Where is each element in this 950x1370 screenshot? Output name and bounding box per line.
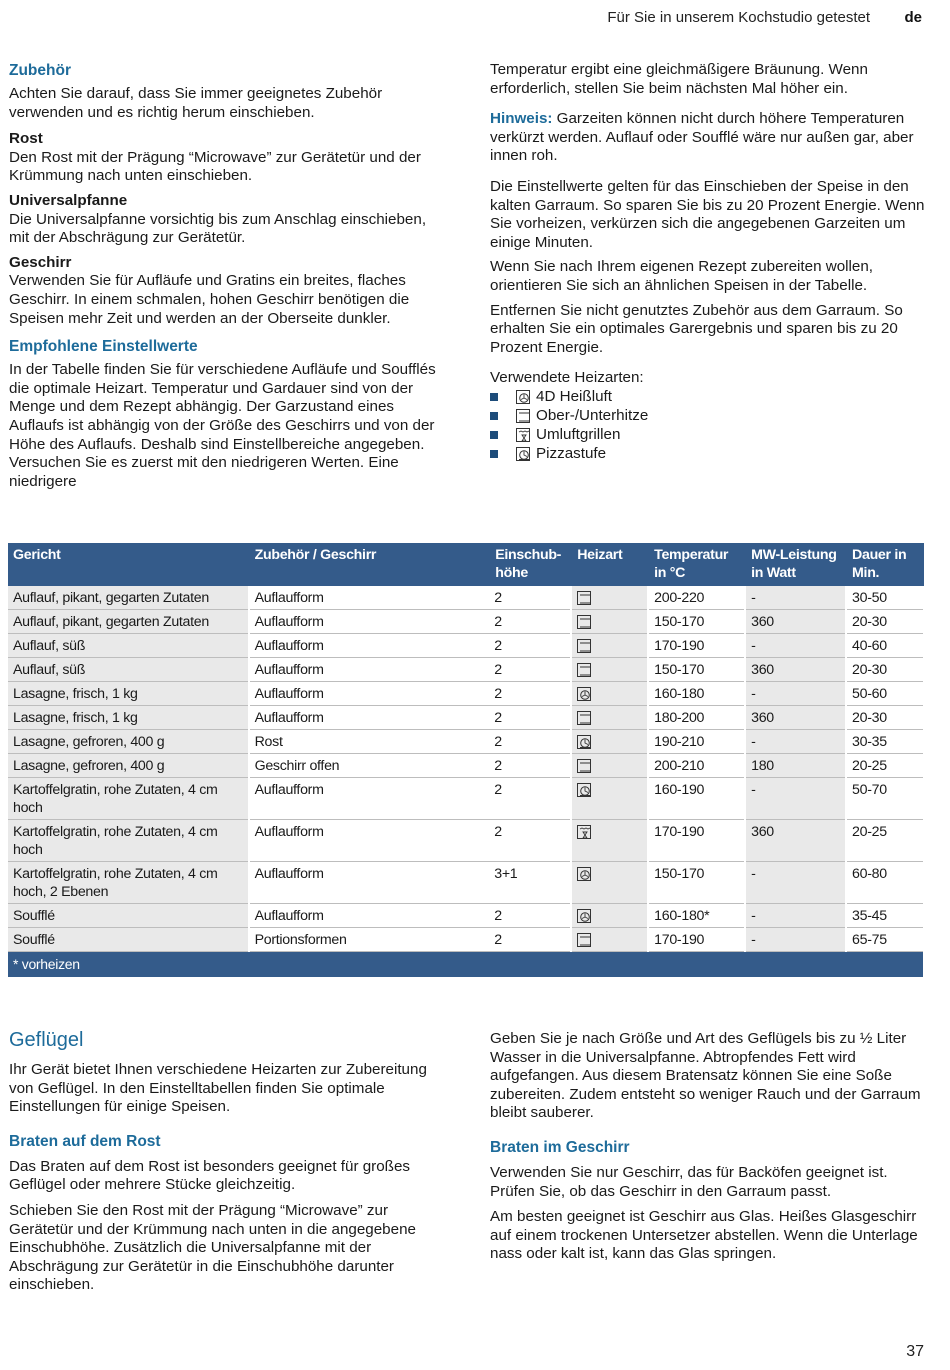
cell-temperatur: 150-170 [648,862,745,904]
cell-zubehoer: Auflaufform [249,904,490,928]
hotair-4d-icon [577,867,591,881]
cell-dauer: 60-80 [846,862,923,904]
cell-einschubhoehe: 2 [489,928,571,952]
pizza-setting-icon [516,447,530,461]
cell-temperatur: 170-190 [648,634,745,658]
cell-mw-leistung: - [745,682,846,706]
cell-heizart [571,904,648,928]
bullet-icon [490,412,498,420]
cell-dauer: 30-35 [846,730,923,754]
cell-gericht: Kartoffelgratin, rohe Zutaten, 4 cm hoch [8,778,249,820]
braten-geschirr-p2: Am besten geeignet ist Geschirr aus Glas. Heißes Glasgeschirr auf einem trockenen Untersetzer abstellen. Wenn die Unterlage nass oder kalt ist, kann das Glas springen. [490,1208,918,1263]
cell-dauer: 40-60 [846,634,923,658]
list-item [490,388,930,407]
col-header-einschubhoehe: Einschub- höhe [489,543,571,586]
cell-mw-leistung: 360 [745,658,846,682]
cell-zubehoer: Auflaufform [249,706,490,730]
table-row [8,820,923,862]
cell-gericht: Auflauf, pikant, gegarten Zutaten [8,586,249,610]
cell-mw-leistung: 360 [745,706,846,730]
zubehoer-text: Achten Sie darauf, dass Sie immer geeignetes Zubehör verwenden und es richtig herum einschieben. [9,85,383,121]
cell-gericht: Lasagne, frisch, 1 kg [8,682,249,706]
right-column-bottom [490,1030,930,1264]
cell-temperatur: 160-190 [648,778,745,820]
cell-einschubhoehe: 3+1 [489,862,571,904]
cell-gericht: Soufflé [8,904,249,928]
cell-heizart [571,610,648,634]
hotair-4d-icon [516,390,530,404]
heizarten-list [490,388,930,464]
cell-temperatur: 200-220 [648,586,745,610]
cell-mw-leistung: 360 [745,820,846,862]
cell-einschubhoehe: 2 [489,778,571,820]
col-header-dauer: Dauer in Min. [846,543,923,586]
cell-einschubhoehe: 2 [489,682,571,706]
heizart-label: Umluftgrillen [536,426,621,444]
eigenes-rezept-paragraph: Wenn Sie nach Ihrem eigenen Rezept zubereiten wollen, orientieren Sie sich an ähnlichen Speisen in der Tabelle. [490,258,874,294]
pizza-setting-icon [577,783,591,797]
cell-heizart [571,658,648,682]
col-header-gericht: Gericht [8,543,249,586]
cell-zubehoer: Auflaufform [249,634,490,658]
cell-mw-leistung: - [745,904,846,928]
cell-einschubhoehe: 2 [489,610,571,634]
cell-zubehoer: Auflaufform [249,658,490,682]
list-item [490,407,930,426]
page-number: 37 [906,1343,924,1361]
cell-temperatur: 170-190 [648,928,745,952]
cell-heizart [571,706,648,730]
cell-mw-leistung: - [745,862,846,904]
cell-temperatur: 160-180* [648,904,745,928]
zubehoer-heading: Zubehör [9,62,71,79]
cell-heizart [571,730,648,754]
top-bottom-heat-icon [516,409,530,423]
bullet-icon [490,393,498,401]
table-row [8,778,923,820]
cell-zubehoer: Auflaufform [249,778,490,820]
col-header-zubehoer: Zubehör / Geschirr [249,543,490,586]
circulating-grill-icon [577,825,591,839]
cell-dauer: 20-25 [846,820,923,862]
wasser-paragraph: Geben Sie je nach Größe und Art des Geflügels bis zu ½ Liter Wasser in die Universalpfanne. Abtropfendes Fett wird aufgefangen. Aus diesem Bratensatz können Sie eine Soße zubereiten. Zudem entsteht so weniger Rauch und der Garraum bleibt sauberer. [490,1030,921,1122]
braten-rost-p2: Schieben Sie den Rost mit der Prägung “Microwave” zur Gerätetür und der Krümmung nach unten in die angegebene Einschubhöhe. Zusätzlich die Universalpfanne mit der Abschrägung zur Gerätetür in die Einschubhöhe darunter einschieben. [9,1201,416,1294]
empfohlene-einstellwerte-text: In der Tabelle finden Sie für verschiedene Aufläufe und Soufflés die optimale Heizart. Temperatur und Gardauer sind von der Menge und dem Rezept abhängig. Der Garzustand eines Auflaufs ist abhängig von der Größe des Geschirrs und von der Höhe des Auflaufs. Deshalb sind Einstellbereiche angegeben. Versuchen Sie es zuerst mit den niedrigeren Werten. Eine niedrigere [9,361,436,490]
cell-temperatur: 150-170 [648,658,745,682]
cell-temperatur: 150-170 [648,610,745,634]
table-row [8,610,923,634]
table-row [8,586,923,610]
page-header [0,9,950,29]
hinweis-note [490,110,930,166]
table-row [8,706,923,730]
cell-einschubhoehe: 2 [489,586,571,610]
cell-gericht: Lasagne, gefroren, 400 g [8,754,249,778]
cell-dauer: 50-70 [846,778,923,820]
top-bottom-heat-icon [577,663,591,677]
table-header-row [8,543,923,586]
cell-temperatur: 180-200 [648,706,745,730]
cell-dauer: 20-30 [846,658,923,682]
cell-dauer: 50-60 [846,682,923,706]
top-bottom-heat-icon [577,759,591,773]
cell-heizart [571,634,648,658]
bullet-icon [490,450,498,458]
universalpfanne-text: Die Universalpfanne vorsichtig bis zum Anschlag einschieben, mit der Abschrägung zur Gerätetür. [9,210,427,247]
table-body [8,586,923,952]
cell-mw-leistung: - [745,634,846,658]
hinweis-label: Hinweis: [490,110,553,128]
table-row [8,634,923,658]
top-bottom-heat-icon [577,591,591,605]
braten-rost-heading: Braten auf dem Rost [9,1132,161,1150]
col-header-temperatur: Temperatur in °C [648,543,745,586]
cell-gericht: Auflauf, pikant, gegarten Zutaten [8,610,249,634]
cell-heizart [571,820,648,862]
left-column-bottom [9,1028,449,1295]
cell-temperatur: 190-210 [648,730,745,754]
language-code: de [904,9,922,26]
cell-dauer: 35-45 [846,904,923,928]
braten-rost-p1: Das Braten auf dem Rost ist besonders geeignet für großes Geflügel oder mehrere Stücke gleichzeitig. [9,1157,410,1194]
cell-zubehoer: Auflaufform [249,586,490,610]
cell-einschubhoehe: 2 [489,658,571,682]
cell-temperatur: 200-210 [648,754,745,778]
cell-mw-leistung: - [745,778,846,820]
cell-temperatur: 160-180 [648,682,745,706]
heizart-label: Pizzastufe [536,445,607,463]
cell-gericht: Lasagne, frisch, 1 kg [8,706,249,730]
rost-text: Den Rost mit der Prägung “Microwave” zur Gerätetür und der Krümmung nach unten einschieben. [9,148,421,185]
table-row [8,904,923,928]
heizart-label: Ober-/Unterhitze [536,407,649,425]
cell-dauer: 20-30 [846,610,923,634]
table-row [8,682,923,706]
cell-gericht: Soufflé [8,928,249,952]
table-row [8,928,923,952]
temperature-paragraph: Temperatur ergibt eine gleichmäßigere Bräunung. Wenn erforderlich, stellen Sie beim nächsten Mal höher ein. [490,61,868,97]
table-row [8,730,923,754]
table-footnote: * vorheizen [8,952,923,977]
table-row [8,862,923,904]
cell-mw-leistung: - [745,586,846,610]
cell-gericht: Kartoffelgratin, rohe Zutaten, 4 cm hoch [8,820,249,862]
cell-gericht: Kartoffelgratin, rohe Zutaten, 4 cm hoch, 2 Ebenen [8,862,249,904]
hotair-4d-icon [577,687,591,701]
cell-einschubhoehe: 2 [489,820,571,862]
cell-heizart [571,778,648,820]
cell-einschubhoehe: 2 [489,754,571,778]
table-row [8,754,923,778]
list-item [490,426,930,445]
cell-heizart [571,928,648,952]
list-item [490,445,930,464]
cell-gericht: Lasagne, gefroren, 400 g [8,730,249,754]
universalpfanne-heading: Universalpfanne [9,191,128,209]
cell-heizart [571,862,648,904]
cell-mw-leistung: 180 [745,754,846,778]
top-bottom-heat-icon [577,639,591,653]
cell-dauer: 65-75 [846,928,923,952]
cell-heizart [571,682,648,706]
geschirr-heading: Geschirr [9,253,72,271]
braten-geschirr-heading: Braten im Geschirr [490,1138,630,1156]
cell-mw-leistung: - [745,730,846,754]
geschirr-text: Verwenden Sie für Aufläufe und Gratins ein breites, flaches Geschirr. In einem schmalen, hohen Geschirr benötigen die Speisen mehr Zeit und werden an der Oberseite dunkler. [9,272,410,327]
cell-heizart [571,754,648,778]
cell-gericht: Auflauf, süß [8,658,249,682]
cell-einschubhoehe: 2 [489,730,571,754]
pizza-setting-icon [577,735,591,749]
cell-mw-leistung: 360 [745,610,846,634]
cell-dauer: 20-25 [846,754,923,778]
col-header-heizart: Heizart [571,543,648,586]
col-header-mw-leistung: MW-Leistung in Watt [745,543,846,586]
zubehoer-entfernen-paragraph: Entfernen Sie nicht genutztes Zubehör aus dem Garraum. So erhalten Sie ein optimales Garergebnis und sparen bis zu 20 Prozent Energie. [490,301,903,356]
cell-zubehoer: Auflaufform [249,610,490,634]
hotair-4d-icon [577,909,591,923]
gefluegel-intro: Ihr Gerät bietet Ihnen verschiedene Heizarten zur Zubereitung von Geflügel. In den Einstelltabellen finden Sie optimale Einstellungen für einige Speisen. [9,1061,427,1116]
cell-temperatur: 170-190 [648,820,745,862]
top-bottom-heat-icon [577,711,591,725]
table-footnote-row [8,952,923,977]
cell-einschubhoehe: 2 [489,904,571,928]
cell-einschubhoehe: 2 [489,706,571,730]
cell-zubehoer: Portionsformen [249,928,490,952]
cell-zubehoer: Auflaufform [249,862,490,904]
left-column-top [9,61,449,491]
top-bottom-heat-icon [577,615,591,629]
cell-zubehoer: Auflaufform [249,682,490,706]
table-row [8,658,923,682]
heizart-label: 4D Heißluft [536,388,612,406]
cell-zubehoer: Auflaufform [249,820,490,862]
cell-mw-leistung: - [745,928,846,952]
cell-dauer: 20-30 [846,706,923,730]
right-column-top [490,61,930,464]
cell-zubehoer: Geschirr offen [249,754,490,778]
hinweis-text: Garzeiten können nicht durch höhere Temperaturen verkürzt werden. Auflauf oder Soufflé wäre nur außen gar, aber innen roh. [490,110,914,165]
rost-heading: Rost [9,130,43,148]
cell-zubehoer: Rost [249,730,490,754]
top-bottom-heat-icon [577,933,591,947]
heizarten-intro: Verwendete Heizarten: [490,369,644,387]
gefluegel-section-title: Geflügel [9,1029,84,1051]
cell-heizart [571,586,648,610]
cell-dauer: 30-50 [846,586,923,610]
cell-gericht: Auflauf, süß [8,634,249,658]
bullet-icon [490,431,498,439]
empfohlene-einstellwerte-heading: Empfohlene Einstellwerte [9,338,198,356]
braten-geschirr-p1: Verwenden Sie nur Geschirr, das für Backöfen geeignet ist. Prüfen Sie, ob das Geschirr in den Garraum passt. [490,1163,888,1200]
settings-table [8,543,924,977]
header-title: Für Sie in unserem Kochstudio getestet [607,9,870,26]
circulating-grill-icon [516,428,530,442]
cell-einschubhoehe: 2 [489,634,571,658]
einstellwerte-paragraph: Die Einstellwerte gelten für das Einschieben der Speise in den kalten Garraum. So sparen Sie bis zu 20 Prozent Energie. Wenn Sie vorheizen, verkürzen sich die angegebenen Garzeiten um einige Minuten. [490,177,925,251]
